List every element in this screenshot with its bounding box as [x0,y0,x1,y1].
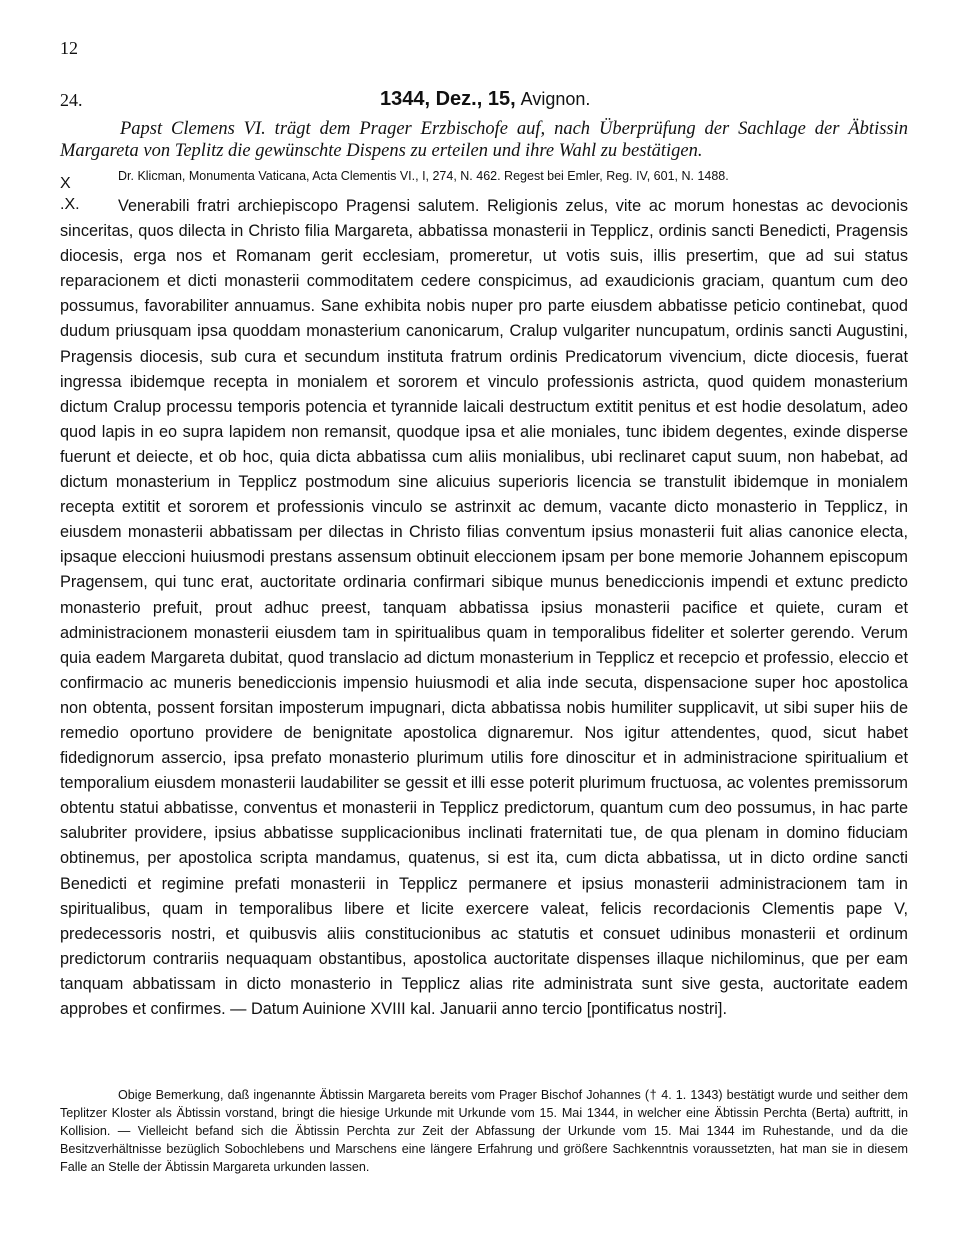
regest-summary: Papst Clemens VI. trägt dem Prager Erzbischofe auf, nach Überprüfung der Sachlage der Äbtissin Margareta von Teplitz die gewünschte Dispens zu erteilen und ihre Wahl zu bestätigen. [60,119,908,161]
margin-mark: .X. [60,196,80,213]
document-body: Venerabili fratri archiepiscopo Pragensi salutem. Religionis zelus, vite ac morum honestas ac devocionis sinceritas, quos dilecta in Christo filia Margareta, abbatissa monasterii in Tepplicz, ordinis sancti Benedicti, Pragensis diocesis, erga nos et Romanam gerit ecclesiam, promeretur, ut votis suis, illis presertim, que ad sui status reparacionem et dicti monasterii commoditatem cedere conspicimus, ad exaudicionis graciam, quantum cum deo possumus, favorabiliter annuamus. Sane exhibita nobis nuper pro parte eiusdem abbatisse peticio continebat, quod dudum priusquam ipsa quoddam monasterium canonicarum, Cralup vulgariter nuncupatum, ordinis sancti Augustini, Pragensis diocesis, sub cura et secundum instituta fratrum ordinis Predicatorum vivencium, dicte diocesis, fuerat ingressa ibidemque recepta in monialem et sororem et vinculo professionis astricta, quod quidem monasterium dictum Cralup processu temporis potencia et tyrannide laicali destructum extitit penitus et est hodie desolatum, adeo quod lapis in eo supra lapidem non remansit, quodque ipsa et alie moniales, tunc ibidem degentes, exinde disperse fuerunt et deiecte, et ob hoc, quia dicta abbatissa cum aliis monialibus, ubi reclinaret caput suum, non habebat, ad dictum monasterium in Tepplicz postmodum sine alicuius superioris licencia se transtulit ibidemque in monialem recepta extitit et sororem et professionis vinculo se astrinxit ac demum, vacante dicto monasterio in Tepplicz, in eiusdem monasterii abbatissam per dilectas in Christo filias conventum ipsius monasterii fuit alias canonice electa, ipsaque eleccioni huiusmodi prestans assensum obtinuit eleccionem ipsam per bone memorie Johannem episcopum Pragensem, qui tunc erat, auctoritate ordinaria confirmari sibique munus benediccionis impendi et extunc predicto monasterio prefuit, prout adhuc preest, tanquam abbatissa ipsius monasterii pacifice et quiete, curam et administracionem monasterii eiusdem tam in spiritualibus quam in temporalibus fideliter et solerter gerendo. Verum quia eadem Margareta dubitat, quod translacio ad dictum monasterium in Tepplicz et recepcio et professio, eleccio et confirmacio ac muneris benediccionis impensio huiusmodi et alia inde secuta, dispensacione super hoc apostolica non obtenta, possent forsitan imposterum impugnari, dicta abbatissa nobis humiliter supplicavit, ut sibi super hiis de remedio oportuno providere de benignitate apostolica dignaremur. Nos igitur attendentes, quod, sicut habet fidedignorum assercio, ipsa prefato monasterio plurimum utilis fore dinoscitur et in administracione spiritualium et temporalium eiusdem monasterii laudabiliter se gessit et illi esse poterit plurimum fructuosa, ac volentes premissorum obtentu statui abbatisse, conventus et monasterii in Tepplicz predictorum, quantum cum deo possumus, in hac parte salubriter providere, ipsius abbatisse supplicacionibus inclinati fraternitati tue, de qua plenam in domino fiduciam obtinemus, per apostolica scripta mandamus, quatenus, si est ita, cum dicta abbatissa, ut in dicto ordine sancti Benedicti et regimine prefati monasterii in Tepplicz permanere et ipsius monasterii administracionem tam in spiritualibus, quam in temporalibus libere et licite exercere valeat, felicis recordacionis Clementis pape V, predecessoris nostri, et quibusvis aliis constitucionibus ac statutis et consuet udinibus monasterii et ordinum predictorum contrariis nequaquam obstantibus, apostolica auctoritate dispenses illaque nichilominus, que per eam tanquam abbatissam in dicto monasterio in Tepplicz alias rite administrata sunt sive gesta, auctoritate eadem approbes et confirmes. — Datum Auinione XVIII kal. Januarii anno tercio [pontificatus nostri]. [60,197,908,1018]
document-number: 24. [60,90,83,110]
document-date: 1344, Dez., 15, [380,88,516,110]
document-dateline [380,88,590,111]
document-place: Avignon. [520,89,591,109]
page-number: 12 [60,38,78,58]
document-header [60,88,908,118]
margin-mark: X [60,175,71,192]
source-reference: Dr. Klicman, Monumenta Vaticana, Acta Clementis VI., I, 274, N. 462. Regest bei Emler, Reg. IV, 601, N. 1488. [118,169,729,183]
editorial-note: Obige Bemerkung, daß ingenannte Äbtissin Margareta bereits vom Prager Bischof Johannes († 4. 1. 1343) bestätigt wurde und seither dem Teplitzer Kloster als Äbtissin vorstand, bringt die hiesige Urkunde mit Urkunde vom 15. Mai 1344, in welcher eine Äbtissin Perchta (Berta) auftritt, in Kollision. — Vielleicht befand sich die Äbtissin Perchta zur Zeit der Abfassung der Urkunde vom 15. Mai 1344 im Ruhestande, und da die Besitzverhältnisse bezüglich Sobochlebens und Marschens eine längere Erfahrung und größere Sachkenntnis voraussetzten, hat man sie in diesem Falle an Stelle der Äbtissin Margareta urkunden lassen. [60,1088,908,1174]
